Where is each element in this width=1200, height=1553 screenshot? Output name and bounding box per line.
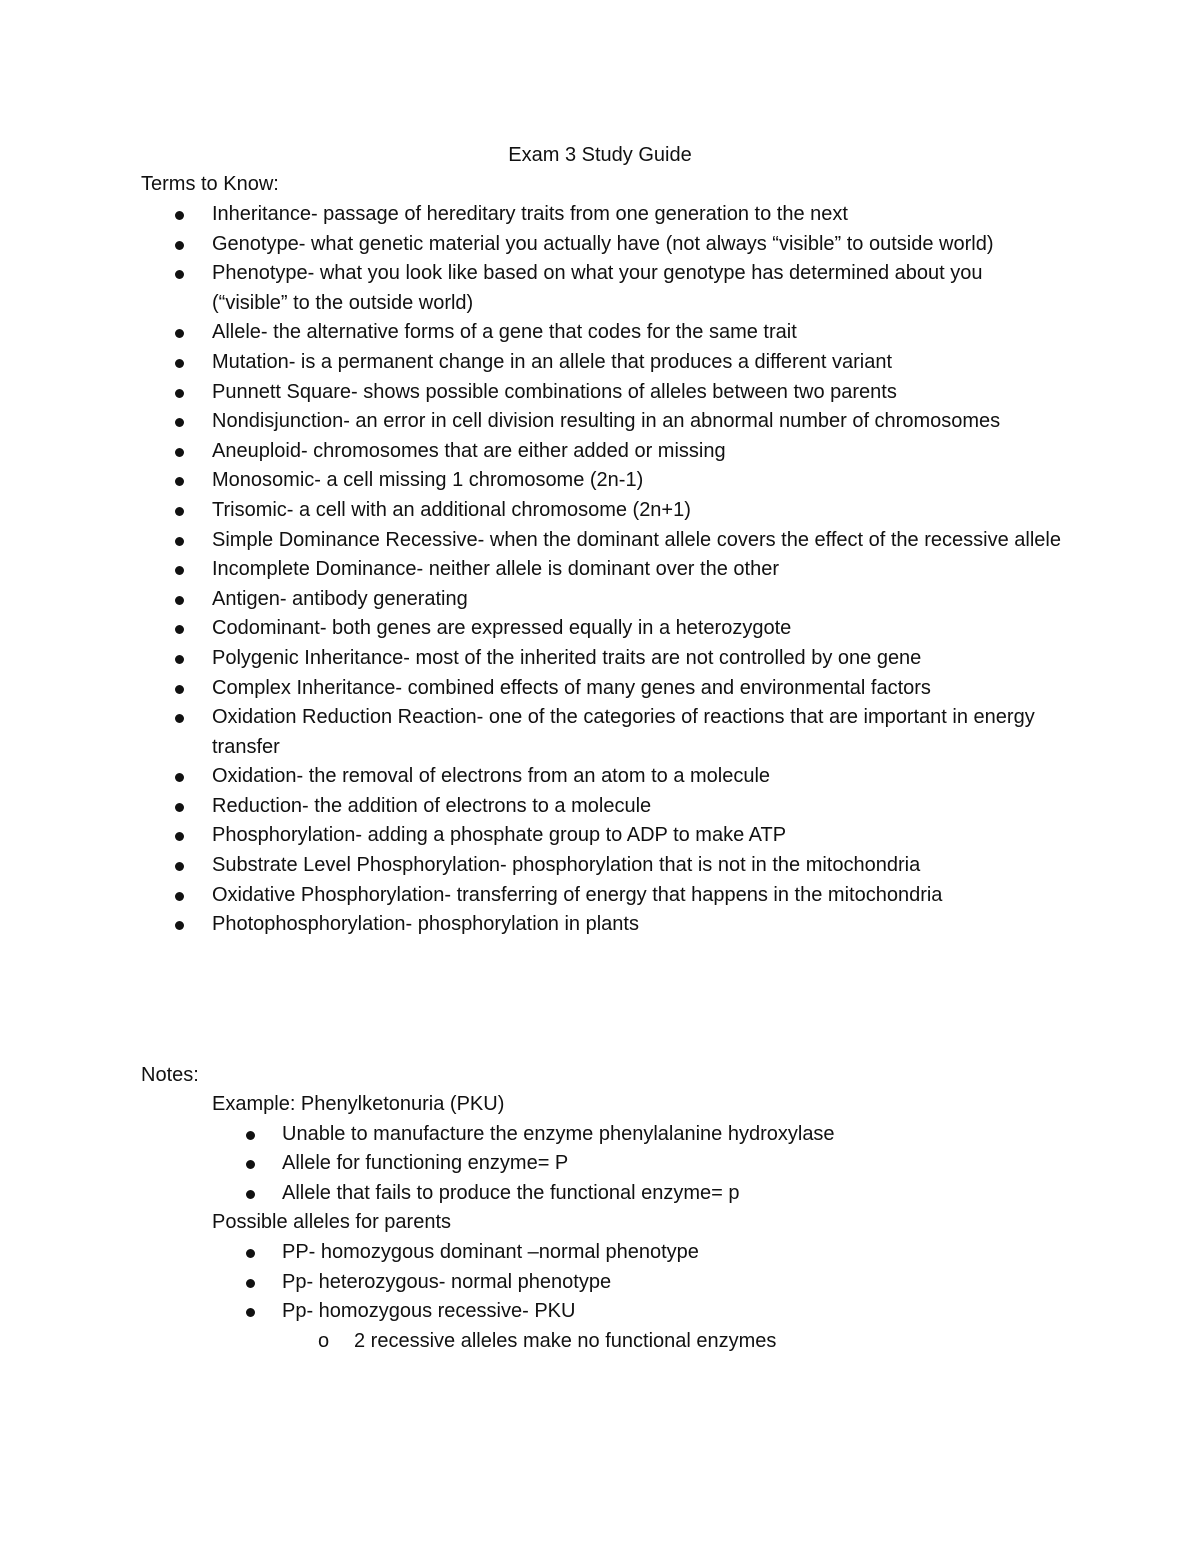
bullet-icon <box>246 1279 255 1288</box>
term-text: Oxidation Reduction Reaction- one of the categories of reactions that are important in energy transfer <box>212 706 1035 758</box>
bullet-icon <box>175 211 184 220</box>
bullet-icon <box>175 537 184 546</box>
bullet-icon <box>175 655 184 664</box>
term-text: Reduction- the addition of electrons to a molecule <box>212 794 652 817</box>
note-text: Pp- heterozygous- normal phenotype <box>282 1270 612 1293</box>
list-item <box>0 585 1062 615</box>
bullet-icon <box>175 418 184 427</box>
list-item <box>0 1179 1200 1209</box>
bullet-icon <box>175 359 184 368</box>
note-text: Pp- homozygous recessive- PKU <box>282 1300 576 1323</box>
bullet-icon <box>175 241 184 250</box>
bullet-icon <box>175 714 184 723</box>
bullet-icon <box>175 892 184 901</box>
list-item <box>0 762 1062 792</box>
list-item <box>0 259 1062 318</box>
term-text: Allele- the alternative forms of a gene that codes for the same trait <box>212 321 797 344</box>
term-text: Incomplete Dominance- neither allele is dominant over the other <box>212 558 779 581</box>
term-text: Mutation- is a permanent change in an allele that produces a different variant <box>212 350 893 373</box>
bullet-icon <box>246 1131 255 1140</box>
list-item <box>0 318 1062 348</box>
list-item <box>0 1297 1200 1327</box>
example-list <box>0 1120 1200 1209</box>
term-text: Aneuploid- chromosomes that are either added or missing <box>212 439 726 462</box>
bullet-icon <box>246 1190 255 1199</box>
term-text: Phosphorylation- adding a phosphate group to ADP to make ATP <box>212 824 787 847</box>
bullet-icon <box>175 270 184 279</box>
term-text: Genotype- what genetic material you actually have (not always “visible” to outside world) <box>212 232 994 255</box>
bullet-icon <box>175 803 184 812</box>
term-text: Simple Dominance Recessive- when the dominant allele covers the effect of the recessive allele <box>212 528 1061 551</box>
list-item <box>0 1268 1200 1298</box>
list-item <box>0 348 1062 378</box>
list-item <box>0 1120 1200 1150</box>
bullet-icon <box>175 625 184 634</box>
list-item <box>0 674 1062 704</box>
list-item <box>0 407 1062 437</box>
term-text: Antigen- antibody generating <box>212 587 468 610</box>
term-text: Oxidation- the removal of electrons from an atom to a molecule <box>212 765 771 788</box>
term-text: Nondisjunction- an error in cell division resulting in an abnormal number of chromosomes <box>212 410 1001 433</box>
term-text: Phenotype- what you look like based on what your genotype has determined about you (“visible” to the outside world) <box>212 262 983 314</box>
example-heading: Example: Phenylketonuria (PKU) <box>212 1093 505 1115</box>
bullet-icon <box>175 566 184 575</box>
term-text: Photophosphorylation- phosphorylation in plants <box>212 913 639 936</box>
bullet-icon <box>175 507 184 516</box>
list-item <box>0 555 1062 585</box>
sub-list-item <box>0 1327 1200 1357</box>
list-item <box>0 910 1062 940</box>
notes-heading: Notes: <box>141 1064 199 1086</box>
parents-list <box>0 1238 1200 1327</box>
bullet-icon <box>175 448 184 457</box>
bullet-icon <box>246 1308 255 1317</box>
term-text: Oxidative Phosphorylation- transferring of energy that happens in the mitochondria <box>212 883 943 906</box>
list-item <box>0 526 1062 556</box>
list-item <box>0 614 1062 644</box>
note-text: 2 recessive alleles make no functional enzymes <box>354 1329 777 1352</box>
list-item <box>0 851 1062 881</box>
note-text: PP- homozygous dominant –normal phenotype <box>282 1240 699 1263</box>
note-text: Allele that fails to produce the functional enzyme= p <box>282 1181 740 1204</box>
term-text: Trisomic- a cell with an additional chromosome (2n+1) <box>212 498 691 521</box>
list-item <box>0 437 1062 467</box>
bullet-icon <box>175 477 184 486</box>
list-item <box>0 496 1062 526</box>
term-text: Polygenic Inheritance- most of the inherited traits are not controlled by one gene <box>212 646 922 669</box>
note-text: Unable to manufacture the enzyme phenylalanine hydroxylase <box>282 1122 835 1145</box>
bullet-icon <box>175 685 184 694</box>
bullet-icon <box>175 596 184 605</box>
notes-section <box>0 1090 1200 1356</box>
list-item <box>0 230 1062 260</box>
note-text: Allele for functioning enzyme= P <box>282 1152 569 1175</box>
list-item <box>0 1238 1200 1268</box>
bullet-icon <box>246 1249 255 1258</box>
bullet-icon <box>175 389 184 398</box>
list-item <box>0 703 1062 762</box>
bullet-icon <box>246 1160 255 1169</box>
term-text: Substrate Level Phosphorylation- phosphorylation that is not in the mitochondria <box>212 854 921 877</box>
list-item <box>0 466 1062 496</box>
term-text: Monosomic- a cell missing 1 chromosome (2n-1) <box>212 469 644 492</box>
term-text: Codominant- both genes are expressed equally in a heterozygote <box>212 617 792 640</box>
list-item <box>0 1149 1200 1179</box>
terms-heading: Terms to Know: <box>141 173 279 195</box>
bullet-icon <box>175 329 184 338</box>
bullet-icon <box>175 862 184 871</box>
page-title: Exam 3 Study Guide <box>508 144 692 166</box>
list-item <box>0 644 1062 674</box>
terms-list <box>0 200 1200 940</box>
list-item <box>0 821 1062 851</box>
bullet-icon <box>175 832 184 841</box>
list-item <box>0 378 1062 408</box>
list-item <box>0 200 1062 230</box>
term-text: Complex Inheritance- combined effects of many genes and environmental factors <box>212 676 931 699</box>
list-item <box>0 881 1062 911</box>
circle-bullet-icon: o <box>318 1329 330 1352</box>
bullet-icon <box>175 773 184 782</box>
bullet-icon <box>175 921 184 930</box>
term-text: Punnett Square- shows possible combinations of alleles between two parents <box>212 380 897 403</box>
term-text: Inheritance- passage of hereditary traits from one generation to the next <box>212 203 848 225</box>
list-item <box>0 792 1062 822</box>
parents-heading: Possible alleles for parents <box>212 1211 452 1234</box>
